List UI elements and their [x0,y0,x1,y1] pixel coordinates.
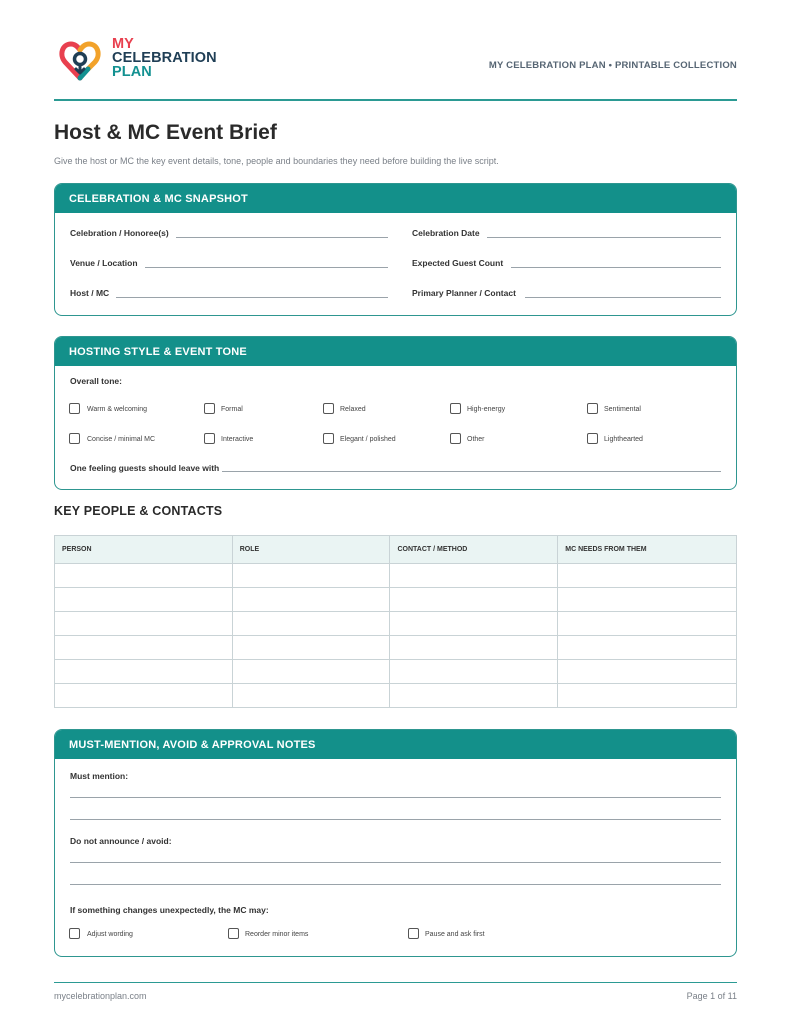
table-cell[interactable] [390,588,558,612]
must-mention-line-1[interactable] [70,797,721,798]
table-cell[interactable] [558,636,737,660]
checkbox-label-high-energy: High-energy [467,406,506,413]
notes-card-header [55,730,736,759]
footer-divider [54,982,737,983]
field-line-date[interactable] [487,237,721,238]
table-cell[interactable] [390,636,558,660]
table-row [55,612,737,636]
checkbox-pause[interactable] [408,928,419,939]
checkbox-relaxed[interactable] [323,403,334,414]
checkbox-other[interactable] [450,433,461,444]
footer-page-number: Page 1 of 11 [686,991,737,1001]
checkbox-label-interactive: Interactive [221,436,254,443]
table-cell[interactable] [558,612,737,636]
checkbox-label-other: Other [467,436,485,443]
snapshot-heading: CELEBRATION & MC SNAPSHOT [69,192,248,205]
table-row [55,636,737,660]
checkbox-label-relaxed: Relaxed [340,406,366,413]
checkbox-label-formal: Formal [221,406,243,413]
table-cell[interactable] [55,660,233,684]
heart-logo-icon [58,38,102,82]
field-label-guest-count: Expected Guest Count [412,258,504,268]
logo-text-line3: PLAN [112,64,152,80]
checkbox-warm[interactable] [69,403,80,414]
table-cell[interactable] [55,588,233,612]
logo-text-line2: CELEBRATION [112,50,217,66]
checkbox-sentimental[interactable] [587,403,598,414]
checkbox-label-elegant: Elegant / polished [340,436,396,443]
table-row [55,684,737,708]
checkbox-label-sentimental: Sentimental [604,406,641,413]
field-label-date: Celebration Date [412,228,480,238]
checkbox-label-warm: Warm & welcoming [87,406,148,413]
footer-website[interactable]: mycelebrationplan.com [54,991,147,1001]
table-cell[interactable] [558,564,737,588]
table-cell[interactable] [232,588,390,612]
field-label-honorees: Celebration / Honoree(s) [70,228,169,238]
field-label-host: Host / MC [70,288,110,298]
table-cell[interactable] [390,684,558,708]
table-cell[interactable] [390,564,558,588]
overall-tone-label: Overall tone: [70,376,122,386]
checkbox-elegant[interactable] [323,433,334,444]
page-subtitle: Give the host or MC the key event details, tone, people and boundaries they need before building the live script. [54,156,499,166]
checkbox-adjust-wording[interactable] [69,928,80,939]
field-line-venue[interactable] [145,267,388,268]
feeling-label: One feeling guests should leave with [70,463,220,473]
checkbox-label-pause: Pause and ask first [425,931,485,938]
collection-label: MY CELEBRATION PLAN • PRINTABLE COLLECTION [488,60,737,71]
table-cell[interactable] [232,660,390,684]
table-cell[interactable] [55,684,233,708]
checkbox-high-energy[interactable] [450,403,461,414]
feeling-line[interactable] [222,471,721,472]
table-cell[interactable] [390,660,558,684]
col-contact: CONTACT / METHOD [390,536,558,564]
table-cell[interactable] [55,564,233,588]
table-cell[interactable] [390,612,558,636]
checkbox-lighthearted[interactable] [587,433,598,444]
table-cell[interactable] [55,636,233,660]
must-mention-line-2[interactable] [70,819,721,820]
table-cell[interactable] [232,636,390,660]
field-line-honorees[interactable] [176,237,388,238]
snapshot-card-header [55,184,736,213]
table-cell[interactable] [558,684,737,708]
checkbox-label-lighthearted: Lighthearted [604,436,643,443]
checkbox-label-concise: Concise / minimal MC [87,436,156,443]
field-line-guest-count[interactable] [511,267,721,268]
col-mc-needs: MC NEEDS FROM THEM [558,536,737,564]
people-table [54,535,737,708]
table-cell[interactable] [232,564,390,588]
field-label-venue: Venue / Location [70,258,138,268]
logo-text-line1: MY [112,36,134,52]
field-label-planner: Primary Planner / Contact [412,288,516,298]
changes-label: If something changes unexpectedly, the MC may: [70,905,269,915]
table-row [55,588,737,612]
people-heading: KEY PEOPLE & CONTACTS [54,504,223,518]
avoid-line-1[interactable] [70,862,721,863]
avoid-line-2[interactable] [70,884,721,885]
col-role: ROLE [232,536,390,564]
header-divider [54,99,737,101]
must-mention-label: Must mention: [70,771,129,781]
tone-heading: HOSTING STYLE & EVENT TONE [69,345,247,358]
field-line-host[interactable] [116,297,388,298]
table-cell[interactable] [232,612,390,636]
page-title: Host & MC Event Brief [54,121,277,144]
brand-logo [58,36,228,84]
table-row [55,660,737,684]
table-header-row [55,536,737,564]
checkbox-concise[interactable] [69,433,80,444]
table-cell[interactable] [558,588,737,612]
col-person: PERSON [55,536,233,564]
notes-heading: MUST-MENTION, AVOID & APPROVAL NOTES [69,738,316,751]
table-row [55,564,737,588]
checkbox-label-reorder: Reorder minor items [245,931,309,938]
tone-card-header [55,337,736,366]
checkbox-label-adjust-wording: Adjust wording [87,931,133,938]
table-cell[interactable] [558,660,737,684]
checkbox-interactive[interactable] [204,433,215,444]
checkbox-reorder[interactable] [228,928,239,939]
table-cell[interactable] [232,684,390,708]
checkbox-formal[interactable] [204,403,215,414]
field-line-planner[interactable] [525,297,721,298]
table-cell[interactable] [55,612,233,636]
avoid-label: Do not announce / avoid: [70,836,172,846]
